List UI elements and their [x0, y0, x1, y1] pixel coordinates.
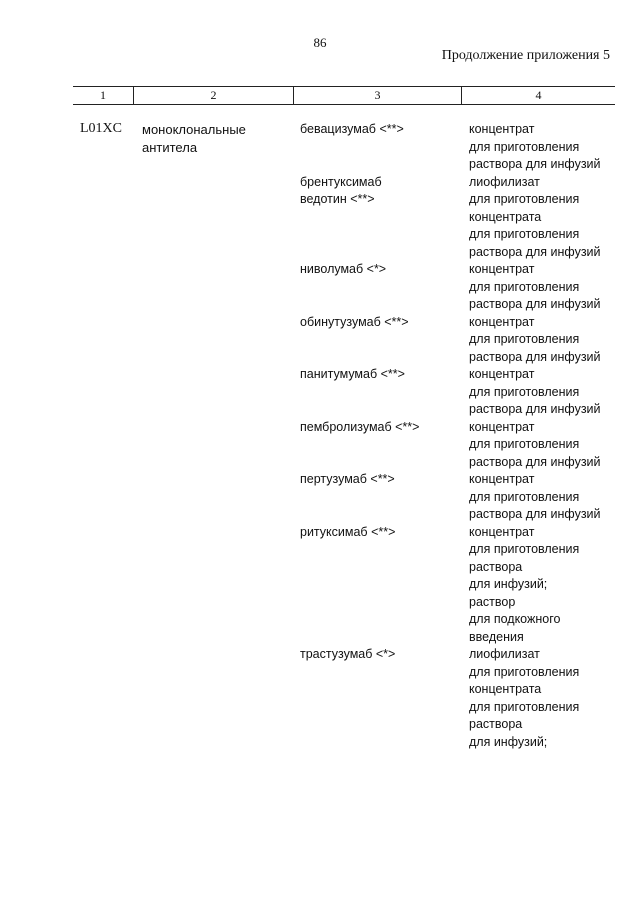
dosage-form [469, 646, 579, 751]
dosage-form-line: для приготовления [469, 489, 580, 504]
drug-name [300, 524, 395, 542]
dosage-form [469, 174, 601, 262]
drug-name-line: обинутузумаб <**> [300, 314, 409, 329]
group-name-line: моноклональные [142, 122, 246, 137]
table-header [73, 86, 615, 105]
drug-name [300, 471, 395, 489]
header-col-2: 2 [210, 88, 217, 102]
dosage-form-line: концентрата [469, 682, 542, 696]
drug-name-line: бевацизумаб <**> [300, 122, 404, 136]
header-col-3: 3 [374, 88, 381, 102]
dosage-form-line: раствора для инфузий [469, 402, 601, 416]
drug-name [300, 366, 405, 384]
page-number: 86 [313, 35, 327, 50]
dosage-form-line: для инфузий; [469, 734, 548, 749]
drug-name [300, 261, 386, 279]
dosage-form-line: для приготовления [469, 139, 580, 154]
dosage-form-line: концентрата [469, 209, 542, 224]
dosage-form-line: для приготовления [469, 437, 580, 451]
group-name-line: антитела [142, 139, 198, 155]
drug-name-line: панитумумаб <**> [300, 367, 405, 381]
dosage-form-line: для приготовления [469, 227, 580, 241]
dosage-form-line: концентрат [469, 472, 535, 486]
dosage-form-line: для приготовления [469, 664, 580, 679]
header-col-1: 1 [100, 88, 106, 102]
dosage-form-line: для приготовления [469, 279, 580, 294]
drug-name-line: пембролизумаб <**> [300, 419, 420, 434]
drug-name-line: трастузумаб <*> [300, 647, 396, 661]
drug-name-line: пертузумаб <**> [300, 472, 395, 486]
dosage-form [469, 261, 601, 314]
atc-code: L01XC [80, 121, 122, 136]
drug-name [300, 121, 404, 139]
dosage-form-line: раствора [469, 717, 523, 731]
dosage-form-line: для приготовления [469, 192, 580, 206]
dosage-form-line: для приготовления [469, 332, 580, 346]
dosage-form [469, 471, 601, 524]
dosage-form-line: введения [469, 629, 524, 644]
drug-name-line: ведотин <**> [300, 192, 375, 206]
dosage-form-line: для приготовления [469, 542, 580, 556]
drug-name [300, 646, 395, 664]
dosage-form-line: концентрат [469, 314, 535, 329]
group-name [142, 121, 246, 156]
dosage-form-line: раствора для инфузий [469, 244, 601, 259]
dosage-form [469, 314, 601, 367]
drug-name-line: ритуксимаб <**> [300, 524, 396, 539]
drug-name [300, 419, 419, 437]
drug-name-line: ниволумаб <*> [300, 262, 387, 276]
dosage-form-line: концентрат [469, 122, 535, 136]
dosage-form-line: раствора [469, 559, 523, 574]
dosage-form-line: концентрат [469, 367, 535, 381]
dosage-form [469, 419, 601, 472]
dosage-form-line: раствора для инфузий [469, 507, 601, 521]
dosage-form-line: раствора для инфузий [469, 349, 601, 364]
drug-name [300, 314, 409, 332]
dosage-form [469, 121, 601, 174]
dosage-form-line: раствора для инфузий [469, 297, 601, 311]
dosage-form-line: раствора для инфузий [469, 157, 601, 171]
dosage-form-line: концентрат [469, 419, 535, 434]
continuation-caption: Продолжение приложения 5 [441, 48, 610, 63]
drug-name [300, 174, 382, 209]
dosage-form-line: для приготовления [469, 699, 580, 714]
dosage-form-line: концентрат [469, 524, 535, 539]
dosage-form-line: для приготовления [469, 384, 580, 399]
dosage-form-line: концентрат [469, 262, 535, 276]
dosage-form-line: раствор [469, 594, 516, 609]
dosage-form-line: лиофилизат [469, 647, 540, 661]
header-col-4: 4 [535, 88, 542, 102]
dosage-form [469, 366, 601, 419]
dosage-form-line: для инфузий; [469, 577, 548, 591]
dosage-form-line: раствора для инфузий [469, 454, 601, 469]
drug-name-line: брентуксимаб [300, 174, 382, 189]
dosage-form-line: для подкожного [469, 612, 561, 626]
dosage-form [469, 524, 579, 647]
dosage-form-line: лиофилизат [469, 174, 540, 189]
